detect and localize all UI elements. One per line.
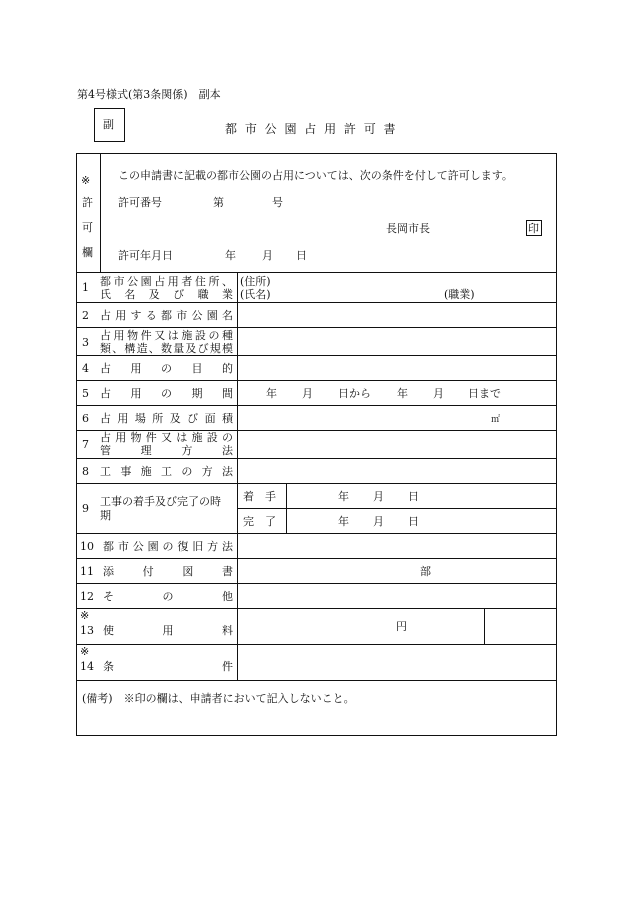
divider xyxy=(286,483,287,533)
permit-date-label: 許可年月日 xyxy=(118,249,173,262)
start-month: 月 xyxy=(373,490,384,503)
mayor-title: 長岡市長 xyxy=(386,222,430,235)
divider xyxy=(484,608,485,644)
row-number: 7 xyxy=(82,438,89,451)
divider xyxy=(237,508,557,509)
form-id-label: 第4号様式(第3条関係) 副本 xyxy=(77,88,221,101)
permit-number-label: 許可番号 xyxy=(118,196,162,209)
row-label-line: 使 用 料 xyxy=(103,624,233,637)
row-label xyxy=(100,362,233,375)
divider xyxy=(76,483,557,484)
divider xyxy=(76,302,557,303)
copies-unit: 部 xyxy=(420,565,431,578)
row-number: 13 xyxy=(80,624,94,637)
row-label-line: 占用場所及び面積 xyxy=(100,412,233,425)
row-label-line: 条 件 xyxy=(103,660,233,673)
row-label-line: 占用物件又は施設の種 xyxy=(100,329,233,342)
permit-number-dai: 第 xyxy=(213,196,224,209)
end-year: 年 xyxy=(338,515,349,528)
construction-start-label: 着 手 xyxy=(243,490,276,503)
seal-mark: 印 xyxy=(528,222,539,235)
row-number: 3 xyxy=(82,336,89,349)
divider xyxy=(76,458,557,459)
divider xyxy=(76,405,557,406)
fee-unit: 円 xyxy=(396,620,407,633)
divider xyxy=(76,327,557,328)
permit-date-month: 月 xyxy=(262,249,273,262)
row-label xyxy=(100,309,233,322)
divider xyxy=(76,583,557,584)
row-label xyxy=(100,412,233,425)
period-year-end: 年 xyxy=(397,387,408,400)
row-number: 12 xyxy=(80,590,94,603)
row-label xyxy=(103,590,233,603)
period-year: 年 xyxy=(266,387,277,400)
row-number: 5 xyxy=(82,387,89,400)
row-label xyxy=(103,540,233,553)
start-year: 年 xyxy=(338,490,349,503)
period-until: 日まで xyxy=(468,387,501,400)
row-label-line: 工事の着手及び完了の時 xyxy=(100,495,221,508)
permit-date-day: 日 xyxy=(296,249,307,262)
period-month-end: 月 xyxy=(433,387,444,400)
row-number: 11 xyxy=(80,565,94,578)
row-label xyxy=(100,329,233,355)
area-unit: ㎡ xyxy=(491,415,501,425)
permit-number-go: 号 xyxy=(272,196,283,209)
row-number: 9 xyxy=(82,502,89,515)
row-label-line: 添 付 図 書 xyxy=(103,565,233,578)
row-label xyxy=(100,387,233,400)
divider xyxy=(76,644,557,645)
row-label xyxy=(103,565,233,578)
permit-side-char: 欄 xyxy=(82,246,93,259)
row-label xyxy=(103,660,233,673)
divider xyxy=(237,272,238,680)
row-label-line: 管 理 方 法 xyxy=(100,444,233,457)
row-label-line: 占 用 の 目 的 xyxy=(100,362,233,375)
divider xyxy=(76,680,557,681)
row-mark: ※ xyxy=(80,609,90,622)
period-from: 日から xyxy=(338,387,371,400)
row-label xyxy=(100,431,233,457)
row-label xyxy=(100,465,233,478)
row-label-line: 氏 名 及 び 職 業 xyxy=(100,288,233,301)
name-label: (氏名) xyxy=(240,288,271,301)
start-day: 日 xyxy=(408,490,419,503)
permit-side-char: 可 xyxy=(82,221,93,234)
remarks: (備考) ※印の欄は、申請者において記入しないこと。 xyxy=(82,692,355,705)
row-number: 6 xyxy=(82,412,89,425)
row-label xyxy=(100,275,233,301)
row-number: 4 xyxy=(82,362,89,375)
document-title: 都 市 公 園 占 用 許 可 書 xyxy=(225,122,398,136)
row-label-line: 占 用 の 期 間 xyxy=(100,387,233,400)
row-number: 8 xyxy=(82,465,89,478)
construction-end-label: 完 了 xyxy=(243,515,276,528)
end-day: 日 xyxy=(408,515,419,528)
permit-mark: ※ xyxy=(81,174,91,187)
row-label-line: 占用物件又は施設の xyxy=(100,431,233,444)
occupation-label: (職業) xyxy=(444,288,475,301)
row-label-line: 占用する都市公園名 xyxy=(100,309,233,322)
address-label: (住所) xyxy=(240,275,271,288)
divider xyxy=(76,355,557,356)
row-label-line: そ の 他 xyxy=(103,590,233,603)
divider xyxy=(76,533,557,534)
row-number: 10 xyxy=(80,540,94,553)
row-label-line: 期 xyxy=(100,509,111,522)
row-number: 1 xyxy=(82,281,89,294)
permit-date-year: 年 xyxy=(225,249,236,262)
divider xyxy=(76,272,557,273)
row-label xyxy=(103,624,233,637)
permit-statement: この申請書に記載の都市公園の占用については、次の条件を付して許可します。 xyxy=(118,169,513,182)
divider xyxy=(100,153,101,272)
duplicate-stamp: 副 xyxy=(103,118,114,131)
row-number: 14 xyxy=(80,660,94,673)
divider xyxy=(76,380,557,381)
row-label-line: 都市公園の復旧方法 xyxy=(103,540,233,553)
row-label-line: 類、構造、数量及び規模 xyxy=(100,342,233,355)
row-number: 2 xyxy=(82,309,89,322)
end-month: 月 xyxy=(373,515,384,528)
row-label-line: 工事施工の方法 xyxy=(100,465,233,478)
row-mark: ※ xyxy=(80,645,90,658)
period-month: 月 xyxy=(302,387,313,400)
row-label-line: 都市公園占用者住所、 xyxy=(100,275,233,288)
permit-side-char: 許 xyxy=(82,196,93,209)
divider xyxy=(76,558,557,559)
